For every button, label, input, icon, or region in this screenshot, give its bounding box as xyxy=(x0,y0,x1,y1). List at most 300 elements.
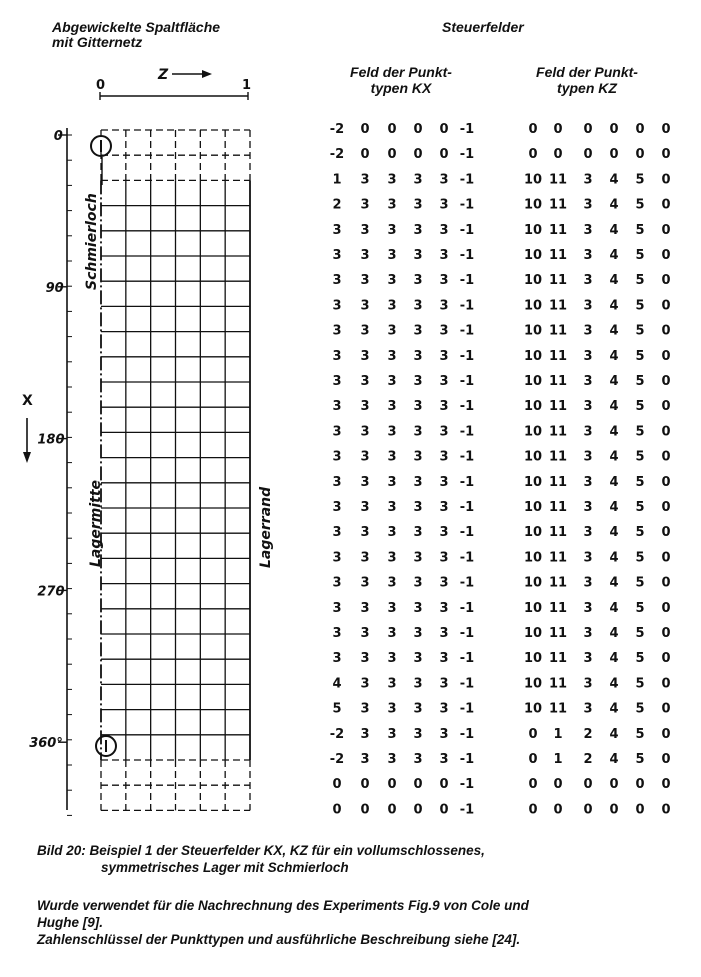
kz-title-line1: Feld der Punkt- xyxy=(536,64,638,80)
kz-title-line2: typen KZ xyxy=(557,80,617,96)
kx-cell: 0 xyxy=(360,122,370,137)
kz-cell: 0 xyxy=(661,222,671,238)
kx-cell: 3 xyxy=(332,248,342,263)
kx-cell: -1 xyxy=(459,676,475,692)
kz-cell: 10 xyxy=(523,676,543,692)
kx-cell: 0 xyxy=(387,777,397,793)
axes xyxy=(22,67,251,815)
kx-cell: 3 xyxy=(439,752,449,767)
x-tick-label: 0 xyxy=(53,129,63,144)
kz-cell: 5 xyxy=(635,575,645,591)
kx-cell: -1 xyxy=(459,777,475,793)
kx-cell: 3 xyxy=(387,273,397,289)
kx-cell: 3 xyxy=(332,626,342,641)
kz-cell: 3 xyxy=(583,575,593,591)
kx-cell: 3 xyxy=(413,424,423,440)
kx-cell: 3 xyxy=(387,525,397,541)
kz-cell: 0 xyxy=(528,122,538,137)
kz-cell: 5 xyxy=(635,474,645,490)
kx-cell: -1 xyxy=(459,651,475,667)
kz-cell: 5 xyxy=(635,701,645,717)
mesh-grid xyxy=(101,130,250,810)
kz-cell: 10 xyxy=(523,600,543,616)
kz-cell: 11 xyxy=(548,449,568,465)
kz-cell: 10 xyxy=(523,550,543,566)
kx-cell: 3 xyxy=(413,298,423,314)
kz-cell: 4 xyxy=(609,651,619,667)
kz-cell: 11 xyxy=(548,575,568,591)
kz-cell: 5 xyxy=(635,449,645,465)
kx-cell: -2 xyxy=(329,122,345,137)
kz-cell: 4 xyxy=(609,399,619,415)
figure-caption xyxy=(37,842,485,876)
kz-cell: 0 xyxy=(583,122,593,137)
kx-cell: 3 xyxy=(413,550,423,566)
kz-cell: 5 xyxy=(635,726,645,742)
kx-cell: 3 xyxy=(360,701,370,717)
kz-cell: 3 xyxy=(583,676,593,692)
kz-cell: 0 xyxy=(661,399,671,415)
kz-cell: 3 xyxy=(583,474,593,490)
kx-cell: 3 xyxy=(387,348,397,364)
kx-cell: 0 xyxy=(413,777,423,793)
kz-cell: 3 xyxy=(583,701,593,717)
rotated-labels xyxy=(84,193,274,568)
kz-cell: 3 xyxy=(583,600,593,616)
kz-cell: 10 xyxy=(523,500,543,515)
kx-cell: 3 xyxy=(387,248,397,263)
kz-cell: 0 xyxy=(583,777,593,793)
kz-cell: 5 xyxy=(635,197,645,213)
kz-cell: 0 xyxy=(635,122,645,137)
kz-cell: 0 xyxy=(609,802,619,818)
kx-cell: 3 xyxy=(360,500,370,515)
kz-cell: 5 xyxy=(635,248,645,263)
kx-cell: 3 xyxy=(360,399,370,415)
kz-cell: 10 xyxy=(523,701,543,717)
kz-cell: 4 xyxy=(609,424,619,440)
kx-cell: 3 xyxy=(387,172,397,188)
kx-cell: 3 xyxy=(413,575,423,591)
kx-cell: 5 xyxy=(332,701,342,717)
kz-cell: 3 xyxy=(583,449,593,465)
kx-cell: 3 xyxy=(439,348,449,364)
kx-cell: 0 xyxy=(387,122,397,137)
lagerrand-label: Lagerrand xyxy=(258,486,274,568)
kx-cell: -2 xyxy=(329,726,345,742)
kz-cell: 0 xyxy=(661,374,671,389)
figure-note xyxy=(37,897,529,948)
kz-cell: 3 xyxy=(583,651,593,667)
kx-cell: -1 xyxy=(459,500,475,515)
kx-cell: 3 xyxy=(413,651,423,667)
kz-cell: 5 xyxy=(635,550,645,566)
kz-cell: 11 xyxy=(548,525,568,541)
kz-cell: 11 xyxy=(548,273,568,289)
kz-cell: 0 xyxy=(661,651,671,667)
kz-cell: 0 xyxy=(635,147,645,163)
kz-cell: 0 xyxy=(661,777,671,793)
kz-cell: 0 xyxy=(661,626,671,641)
z-start-label: 0 xyxy=(96,78,106,93)
kz-cell: 4 xyxy=(609,323,619,339)
kz-cell: 0 xyxy=(635,777,645,793)
kz-cell: 0 xyxy=(528,802,538,818)
kx-cell: 3 xyxy=(360,323,370,339)
kx-cell: 3 xyxy=(360,424,370,440)
kz-cell: 0 xyxy=(528,726,538,742)
kz-cell: 4 xyxy=(609,449,619,465)
kz-cell: 11 xyxy=(548,701,568,717)
kz-cell: 0 xyxy=(609,777,619,793)
kz-cell: 4 xyxy=(609,474,619,490)
kx-cell: 3 xyxy=(332,550,342,566)
kx-cell: 3 xyxy=(439,474,449,490)
kx-cell: 3 xyxy=(439,575,449,591)
kx-cell: 3 xyxy=(332,424,342,440)
kz-cell: 5 xyxy=(635,172,645,188)
kx-cell: 3 xyxy=(360,550,370,566)
kx-cell: -1 xyxy=(459,626,475,641)
kz-cell: 5 xyxy=(635,676,645,692)
kx-cell: 3 xyxy=(332,374,342,389)
kx-cell: 0 xyxy=(413,122,423,137)
kx-cell: -1 xyxy=(459,726,475,742)
kx-cell: 3 xyxy=(413,752,423,767)
kx-cell: 3 xyxy=(413,273,423,289)
kx-cell: 3 xyxy=(439,550,449,566)
kz-cell: 10 xyxy=(523,626,543,641)
kx-cell: 3 xyxy=(439,399,449,415)
kx-cell: 3 xyxy=(332,525,342,541)
kx-cell: 3 xyxy=(360,575,370,591)
kx-cell: 3 xyxy=(387,222,397,238)
kz-cell: 3 xyxy=(583,273,593,289)
kx-cell: 0 xyxy=(439,122,449,137)
kz-cell: 4 xyxy=(609,500,619,515)
kz-cell: 0 xyxy=(553,802,563,818)
kz-cell: 10 xyxy=(523,474,543,490)
kx-cell: 0 xyxy=(332,777,342,793)
schmierloch-label: Schmierloch xyxy=(84,193,100,290)
kx-cell: 3 xyxy=(332,449,342,465)
kx-cell: 3 xyxy=(439,248,449,263)
kz-cell: 11 xyxy=(548,172,568,188)
kx-cell: 3 xyxy=(413,474,423,490)
kz-cell: 5 xyxy=(635,273,645,289)
kz-cell: 0 xyxy=(583,802,593,818)
kx-cell: 0 xyxy=(439,802,449,818)
kx-cell: 3 xyxy=(360,474,370,490)
kx-cell: 3 xyxy=(413,726,423,742)
kz-cell: 0 xyxy=(528,752,538,767)
grid-title-line1: Abgewickelte Spaltfläche xyxy=(52,19,221,35)
kz-cell: 0 xyxy=(661,323,671,339)
kz-cell: 0 xyxy=(635,802,645,818)
kz-cell: 0 xyxy=(661,474,671,490)
kx-cell: 3 xyxy=(387,374,397,389)
kz-cell: 10 xyxy=(523,525,543,541)
kx-title-line2: typen KX xyxy=(370,80,432,96)
kx-cell: -1 xyxy=(459,802,475,818)
kx-cell: 3 xyxy=(413,449,423,465)
kx-cell: -1 xyxy=(459,550,475,566)
kz-cell: 3 xyxy=(583,248,593,263)
kx-cell: 3 xyxy=(387,701,397,717)
kz-cell: 10 xyxy=(523,399,543,415)
kx-cell: -1 xyxy=(459,424,475,440)
kx-cell: -1 xyxy=(459,222,475,238)
kz-cell: 0 xyxy=(661,273,671,289)
kx-cell: 3 xyxy=(360,172,370,188)
kx-cell: 3 xyxy=(387,474,397,490)
kx-cell: 3 xyxy=(360,676,370,692)
kz-cell: 0 xyxy=(661,348,671,364)
kx-cell: 3 xyxy=(413,197,423,213)
kz-cell: 0 xyxy=(661,172,671,188)
kx-cell: 3 xyxy=(439,197,449,213)
kx-cell: 3 xyxy=(439,222,449,238)
kx-cell: 1 xyxy=(332,172,342,188)
kz-cell: 0 xyxy=(661,449,671,465)
kz-cell: 10 xyxy=(523,172,543,188)
kx-title-line1: Feld der Punkt- xyxy=(350,64,452,80)
kz-cell: 11 xyxy=(548,600,568,616)
kz-cell: 5 xyxy=(635,222,645,238)
kx-cell: -1 xyxy=(459,298,475,314)
kx-cell: 3 xyxy=(387,600,397,616)
kz-cell: 5 xyxy=(635,424,645,440)
kz-cell: 11 xyxy=(548,626,568,641)
kz-cell: 5 xyxy=(635,626,645,641)
kx-cell: -1 xyxy=(459,474,475,490)
x-axis-label: X xyxy=(22,393,33,409)
kz-matrix xyxy=(524,122,671,817)
kz-cell: 4 xyxy=(609,752,619,767)
kx-cell: 3 xyxy=(332,222,342,238)
x-tick-label: 90 xyxy=(45,280,64,296)
kx-cell: 3 xyxy=(439,600,449,616)
kx-cell: 3 xyxy=(332,651,342,667)
kx-cell: -1 xyxy=(459,752,475,767)
kx-cell: 0 xyxy=(387,147,397,163)
kx-cell: 3 xyxy=(360,449,370,465)
caption-line1: Bild 20: Beispiel 1 der Steuerfelder KX, KZ für ein vollumschlossenes, xyxy=(37,843,485,858)
kz-cell: 3 xyxy=(583,374,593,389)
kz-cell: 10 xyxy=(523,273,543,289)
kx-cell: 3 xyxy=(413,676,423,692)
kx-cell: -1 xyxy=(459,197,475,213)
kz-cell: 11 xyxy=(548,550,568,566)
kz-cell: 4 xyxy=(609,600,619,616)
kz-cell: 0 xyxy=(661,525,671,541)
kz-cell: 0 xyxy=(661,550,671,566)
kx-cell: -1 xyxy=(459,273,475,289)
kz-cell: 4 xyxy=(609,273,619,289)
kx-cell: 3 xyxy=(413,248,423,263)
kx-cell: 3 xyxy=(439,651,449,667)
kx-cell: 3 xyxy=(413,701,423,717)
kx-cell: 3 xyxy=(413,348,423,364)
kz-cell: 5 xyxy=(635,525,645,541)
kx-cell: 3 xyxy=(439,525,449,541)
kz-cell: 4 xyxy=(609,575,619,591)
kx-cell: 3 xyxy=(413,600,423,616)
kx-cell: 3 xyxy=(387,651,397,667)
kz-cell: 11 xyxy=(548,323,568,339)
kx-cell: 3 xyxy=(413,626,423,641)
kz-cell: 11 xyxy=(548,676,568,692)
kx-cell: 3 xyxy=(360,752,370,767)
kx-cell: 3 xyxy=(413,525,423,541)
kx-cell: -1 xyxy=(459,323,475,339)
kz-cell: 0 xyxy=(661,248,671,263)
kx-cell: 0 xyxy=(413,147,423,163)
kz-cell: 0 xyxy=(609,122,619,137)
kz-cell: 10 xyxy=(523,248,543,263)
kx-cell: 3 xyxy=(439,172,449,188)
kz-cell: 3 xyxy=(583,424,593,440)
kx-cell: -2 xyxy=(329,752,345,767)
kx-cell: 3 xyxy=(387,197,397,213)
kz-cell: 1 xyxy=(553,726,563,742)
kz-cell: 11 xyxy=(548,348,568,364)
kz-cell: 0 xyxy=(661,752,671,767)
kx-cell: -1 xyxy=(459,600,475,616)
note-line3: Zahlenschlüssel der Punkttypen und ausführliche Beschreibung siehe [24]. xyxy=(37,932,521,947)
kx-cell: -1 xyxy=(459,147,475,163)
kx-cell: -1 xyxy=(459,525,475,541)
kz-cell: 3 xyxy=(583,323,593,339)
kx-cell: 0 xyxy=(360,802,370,818)
kx-cell: 3 xyxy=(332,273,342,289)
kz-cell: 3 xyxy=(583,172,593,188)
kz-cell: 11 xyxy=(548,222,568,238)
kx-cell: 3 xyxy=(387,323,397,339)
kz-cell: 10 xyxy=(523,348,543,364)
kz-cell: 0 xyxy=(528,147,538,163)
kz-cell: 4 xyxy=(609,197,619,213)
kz-cell: 0 xyxy=(661,676,671,692)
kz-cell: 3 xyxy=(583,525,593,541)
kx-cell: -1 xyxy=(459,449,475,465)
kx-cell: 4 xyxy=(332,676,342,692)
kx-cell: 3 xyxy=(387,500,397,515)
kz-cell: 11 xyxy=(548,399,568,415)
kz-cell: 10 xyxy=(523,575,543,591)
kz-cell: 0 xyxy=(661,197,671,213)
kz-cell: 0 xyxy=(553,122,563,137)
kx-cell: 3 xyxy=(360,348,370,364)
kz-cell: 4 xyxy=(609,525,619,541)
kz-cell: 5 xyxy=(635,600,645,616)
kz-cell: 10 xyxy=(523,651,543,667)
kz-cell: 4 xyxy=(609,676,619,692)
kz-cell: 4 xyxy=(609,348,619,364)
kx-cell: 3 xyxy=(413,374,423,389)
kx-cell: 3 xyxy=(439,424,449,440)
kz-cell: 10 xyxy=(523,197,543,213)
z-axis-label: Z xyxy=(158,67,169,83)
kx-cell: 3 xyxy=(360,374,370,389)
kz-cell: 11 xyxy=(548,424,568,440)
kx-cell: 3 xyxy=(332,474,342,490)
kx-cell: 3 xyxy=(387,752,397,767)
kx-cell: -1 xyxy=(459,374,475,389)
kx-cell: 3 xyxy=(439,701,449,717)
kz-cell: 11 xyxy=(548,474,568,490)
kz-cell: 4 xyxy=(609,626,619,641)
kx-cell: 0 xyxy=(439,777,449,793)
kz-cell: 3 xyxy=(583,550,593,566)
kx-cell: -1 xyxy=(459,172,475,188)
kx-cell: 3 xyxy=(360,248,370,263)
control-fields-title: Steuerfelder xyxy=(442,19,524,35)
x-tick-label: 270 xyxy=(37,584,65,600)
z-end-label: 1 xyxy=(242,78,252,93)
z-arrow-icon xyxy=(172,70,212,78)
kz-cell: 1 xyxy=(553,752,563,767)
kz-cell: 11 xyxy=(548,197,568,213)
caption-line2: symmetrisches Lager mit Schmierloch xyxy=(101,860,349,875)
kz-cell: 0 xyxy=(661,575,671,591)
kz-cell: 3 xyxy=(583,500,593,515)
kx-cell: -1 xyxy=(459,399,475,415)
kz-cell: 0 xyxy=(553,777,563,793)
kx-matrix xyxy=(330,122,474,817)
kx-cell: 3 xyxy=(387,424,397,440)
kx-cell: 3 xyxy=(332,575,342,591)
kz-cell: 0 xyxy=(661,701,671,717)
kx-cell: 3 xyxy=(413,323,423,339)
kz-cell: 10 xyxy=(523,449,543,465)
kx-cell: 3 xyxy=(413,500,423,515)
kx-cell: 3 xyxy=(387,399,397,415)
kx-cell: 3 xyxy=(360,273,370,289)
kz-cell: 4 xyxy=(609,374,619,389)
kx-cell: -1 xyxy=(459,248,475,263)
kx-cell: 0 xyxy=(387,802,397,818)
kz-cell: 2 xyxy=(583,726,593,742)
kx-cell: 3 xyxy=(360,626,370,641)
kz-cell: 0 xyxy=(661,122,671,137)
kx-cell: 3 xyxy=(439,298,449,314)
kx-cell: 3 xyxy=(360,651,370,667)
kx-cell: 3 xyxy=(387,726,397,742)
kz-cell: 11 xyxy=(548,500,568,515)
kz-cell: 2 xyxy=(583,752,593,767)
kx-cell: 3 xyxy=(332,298,342,314)
kz-cell: 11 xyxy=(548,651,568,667)
kx-cell: 3 xyxy=(387,449,397,465)
kz-cell: 4 xyxy=(609,701,619,717)
x-tick-label: 180 xyxy=(37,432,65,448)
kz-cell: 0 xyxy=(661,298,671,314)
kz-cell: 3 xyxy=(583,348,593,364)
kz-cell: 11 xyxy=(548,374,568,389)
kz-cell: 0 xyxy=(661,726,671,742)
note-line1: Wurde verwendet für die Nachrechnung des Experiments Fig.9 von Cole und xyxy=(37,898,529,913)
kx-cell: 3 xyxy=(332,600,342,616)
kz-cell: 4 xyxy=(609,172,619,188)
lagermitte-label: Lagermitte xyxy=(88,479,104,567)
kz-cell: 0 xyxy=(661,500,671,515)
kz-cell: 4 xyxy=(609,222,619,238)
kx-cell: 2 xyxy=(332,197,342,213)
kz-cell: 3 xyxy=(583,197,593,213)
note-line2: Hughe [9]. xyxy=(37,915,103,930)
kz-cell: 0 xyxy=(661,147,671,163)
